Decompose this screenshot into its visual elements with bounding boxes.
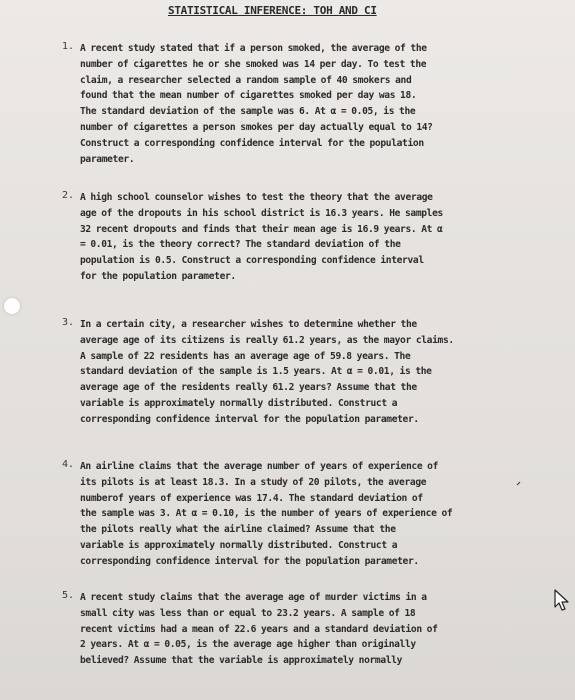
problem-number: 3. <box>62 317 75 328</box>
punch-hole-icon <box>4 298 20 314</box>
problem-text: A high school counselor wishes to test the theory that the average age of the dropouts in his school district is 16.3 years. He samples 32 recent dropouts and finds that their mean age is 16.9 years. At α = 0.01, is the theory correct? The standard deviation of the population is 0.5. Construct a corresponding confidence interval for the population parameter. <box>80 192 443 282</box>
problem-text: In a certain city, a researcher wishes to determine whether the average age of its citizens is really 61.2 years, as the mayor claims. A sample of 22 residents has an average age of 59.8 years. The standard deviation of the sample is 1.5 years. At α = 0.01, is the average age of the residents really 61.2 years? Assume that the variable is approximately normally distributed. Construct a corresponding confidence interval for the population parameter. <box>80 319 454 425</box>
page-title: STATISTICAL INFERENCE: TOH AND CI <box>168 4 377 17</box>
problem-1 <box>62 41 532 167</box>
problem-number: 5. <box>62 590 75 601</box>
problem-3 <box>62 317 532 428</box>
problem-text: A recent study claims that the average age of murder victims in a small city was less than or equal to 23.2 years. A sample of 18 recent victims had a mean of 22.6 years and a standard deviation of 2 years. At α = 0.05, is the average age higher than originally believed? Assume that the variable is approximately normally <box>80 592 438 667</box>
problem-5 <box>62 590 532 669</box>
problem-text: An airline claims that the average number of years of experience of its pilots is at least 18.3. In a study of 20 pilots, the average numberof years of experience was 17.4. The standard deviation of the sample was 3. At α = 0.10, is the number of years of experience of the pilots really what the airline claimed? Assume that the variable is approximately normally distributed. Construct a corresponding confidence interval for the population parameter. <box>80 461 453 567</box>
problem-number: 2. <box>62 190 75 201</box>
mouse-pointer-icon <box>553 588 571 612</box>
problem-text: A recent study stated that if a person smoked, the average of the number of cigarettes he or she smoked was 14 per day. To test the claim, a researcher selected a random sample of 40 smokers and found that the mean number of cigarettes smoked per day was 18. The standard deviation of the sample was 6. At α = 0.05, is the number of cigarettes a person smokes per day actually equal to 14? Construct a corresponding confidence interval for the population parameter. <box>80 43 433 165</box>
problem-number: 1. <box>62 41 75 52</box>
problem-4 <box>62 459 532 570</box>
pen-mark-icon <box>516 481 521 486</box>
problem-2 <box>62 190 532 285</box>
problem-number: 4. <box>62 459 75 470</box>
